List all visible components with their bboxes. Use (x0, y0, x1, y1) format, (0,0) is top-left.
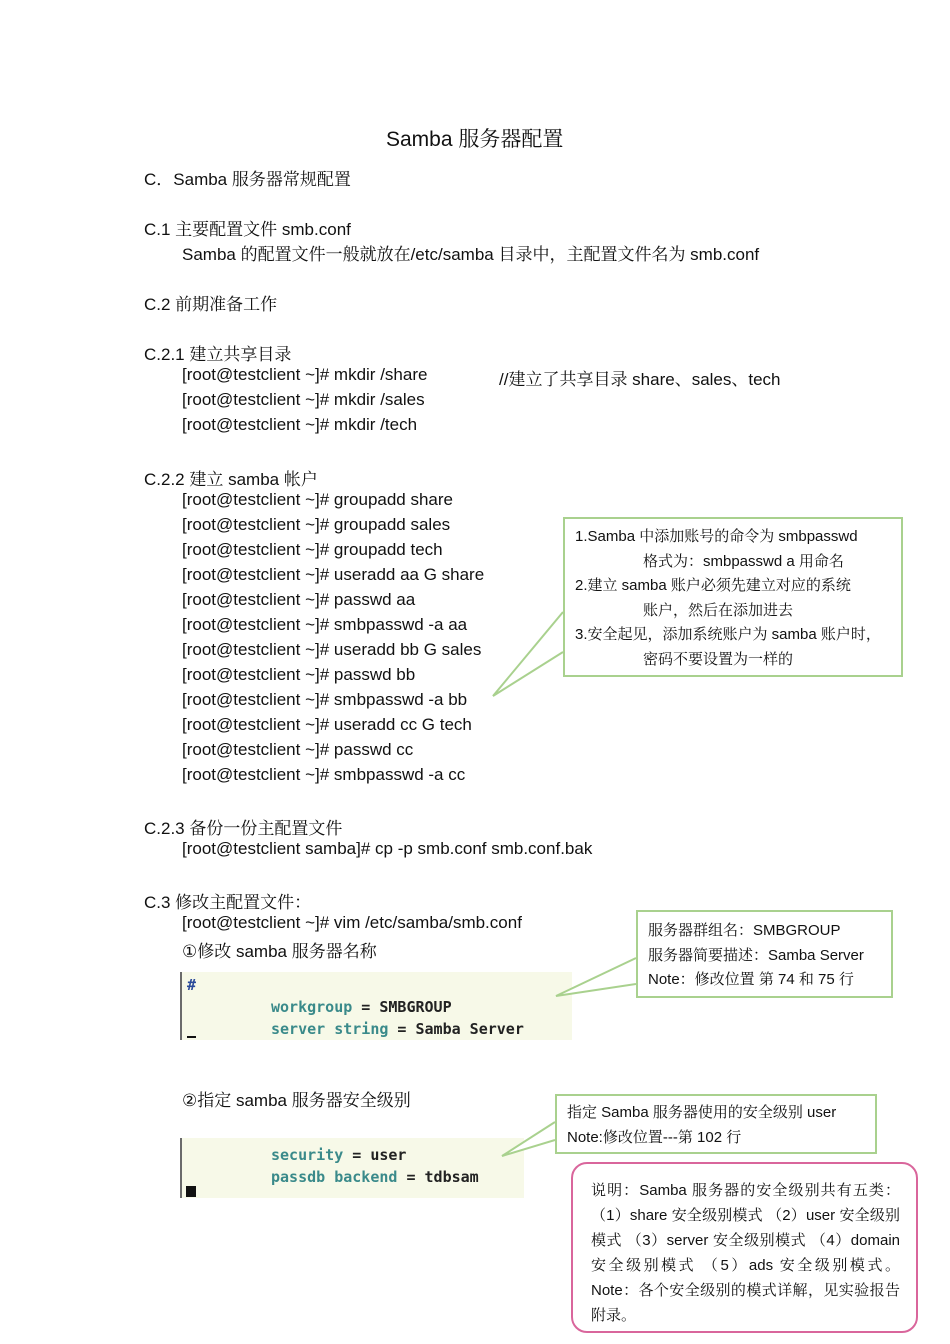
command-line: [root@testclient ~]# useradd bb G sales (182, 640, 482, 659)
callout-workgroup-notes (636, 910, 893, 998)
section-c2-heading: C.2 前期准备工作 (144, 295, 278, 314)
callout-line: 服务器简要描述：Samba Server (648, 946, 864, 964)
step-2-heading: ②指定 samba 服务器安全级别 (182, 1091, 411, 1110)
command-line: [root@testclient ~]# smbpasswd -a bb (182, 690, 468, 709)
section-c1-heading: C.1 主要配置文件 smb.conf (144, 220, 351, 239)
command-line: [root@testclient ~]# mkdir /share (182, 365, 428, 384)
command-line: [root@testclient ~]# passwd bb (182, 665, 416, 684)
command-line: [root@testclient ~]# groupadd sales (182, 515, 451, 534)
step-1-heading: ①修改 samba 服务器名称 (182, 942, 377, 961)
command-line: [root@testclient ~]# passwd cc (182, 740, 414, 759)
callout-line: Note：修改位置 第 74 和 75 行 (648, 971, 854, 988)
callout2-pointer (556, 958, 636, 996)
callout-line: 格式为：smbpasswd a 用命名 (643, 552, 844, 570)
command-line: [root@testclient ~]# passwd aa (182, 590, 416, 609)
config-line-workgroup: workgroup = SMBGROUP (271, 998, 452, 1016)
command-line: [root@testclient ~]# mkdir /tech (182, 415, 418, 434)
callout-line: 服务器群组名：SMBGROUP (648, 922, 841, 939)
command-line: [root@testclient ~]# mkdir /sales (182, 390, 425, 409)
config-line-security: security = user (271, 1146, 407, 1164)
section-c23-heading: C.2.3 备份一份主配置文件 (144, 819, 343, 838)
config-line-server-string: server string = Samba Server (271, 1020, 524, 1038)
callout-line: Note:修改位置---第 102 行 (567, 1128, 742, 1146)
callout-line: 密码不要设置为一样的 (643, 650, 794, 668)
section-c1-text: Samba 的配置文件一般就放在/etc/samba 目录中，主配置文件名为 smb.conf (182, 245, 760, 264)
section-c3-heading: C.3 修改主配置文件： (144, 893, 312, 912)
comment-hash: # (187, 976, 197, 994)
page-title: Samba 服务器配置 (386, 128, 564, 151)
callout-line: 账户，然后在添加进去 (643, 601, 794, 619)
security-levels-note: 说明：Samba 服务器的安全级别共有五类：（1）share 安全级别模式 （2）user 安全级别模式 （3）server 安全级别模式 （4）domain 安全级别模式 （5）ads 安全级别模式。Note：各个安全级别的模式详解，见实验报告附录。 (571, 1162, 918, 1333)
command-line: [root@testclient ~]# groupadd tech (182, 540, 443, 559)
callout1-pointer (493, 612, 563, 696)
config-line-passdb-backend: passdb backend = tdbsam (271, 1168, 479, 1186)
callout-security-notes (555, 1094, 877, 1154)
callout3-pointer (502, 1122, 555, 1156)
command-line: [root@testclient ~]# useradd aa G share (182, 565, 485, 584)
command-line: [root@testclient ~]# groupadd share (182, 490, 454, 509)
command-line: [root@testclient ~]# useradd cc G tech (182, 715, 472, 734)
command-line: [root@testclient ~]# smbpasswd -a cc (182, 765, 466, 784)
callout-line: 2.建立 samba 账户必须先建立对应的系统 (575, 577, 851, 594)
callout-line: 1.Samba 中添加账号的命令为 smbpasswd (575, 528, 858, 545)
command-line: [root@testclient ~]# vim /etc/samba/smb.conf (182, 913, 522, 932)
command-comment: //建立了共享目录 share、sales、tech (499, 370, 781, 389)
callout-line: 3.安全起见，添加系统账户为 samba 账户时， (575, 626, 881, 643)
command-line: [root@testclient ~]# smbpasswd -a aa (182, 615, 468, 634)
command-line: [root@testclient samba]# cp -p smb.conf smb.conf.bak (182, 839, 593, 858)
callout-line: 指定 Samba 服务器使用的安全级别 user (567, 1104, 837, 1121)
section-c22-heading: C.2.2 建立 samba 帐户 (144, 470, 318, 489)
callout-smbpasswd-notes (563, 517, 903, 677)
section-c-heading: C．Samba 服务器常规配置 (144, 170, 351, 189)
section-c21-heading: C.2.1 建立共享目录 (144, 345, 292, 364)
